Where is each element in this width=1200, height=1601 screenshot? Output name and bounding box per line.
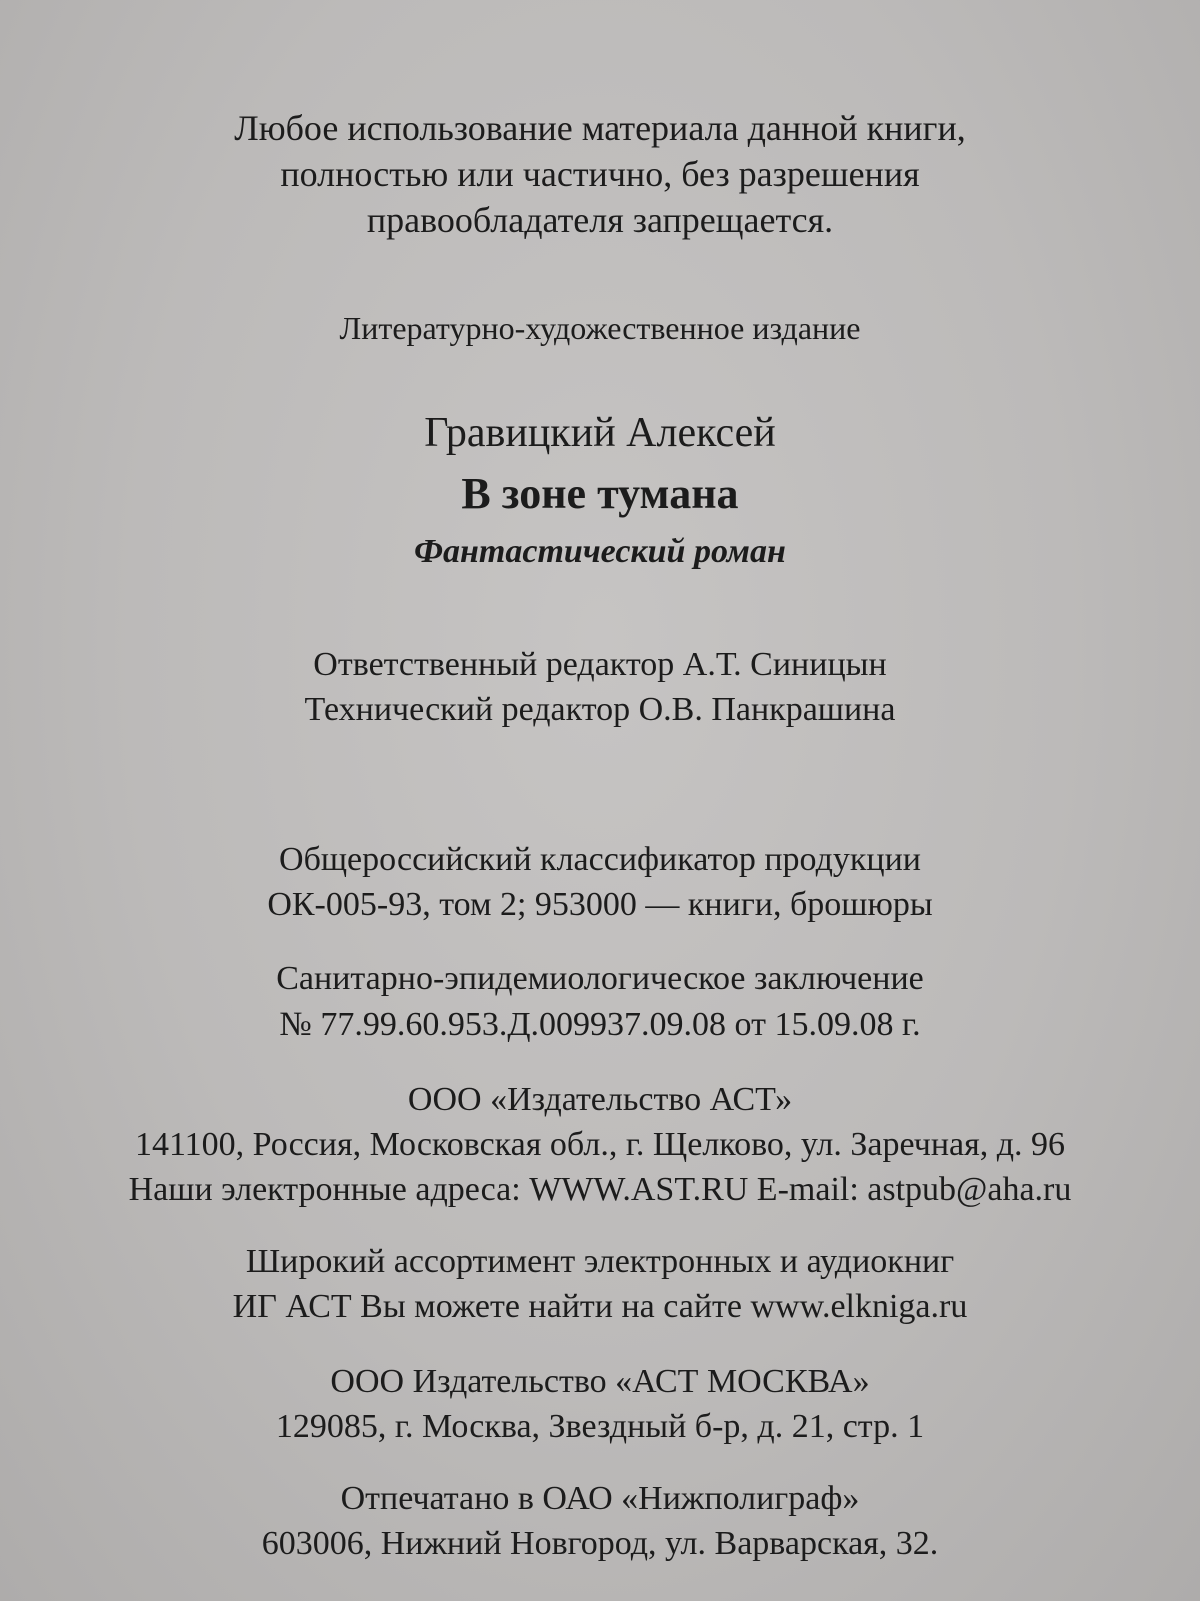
classifier-line-1: Общероссийский классификатор продукции xyxy=(279,841,921,878)
technical-editor: Технический редактор О.В. Панкрашина xyxy=(304,691,896,728)
ebooks-line-1: Широкий ассортимент электронных и аудиокниг xyxy=(245,1243,955,1280)
copyright-notice-line-2: полностью или частично, без разрешения xyxy=(280,154,920,194)
publisher2-name: ООО Издательство «АСТ МОСКВА» xyxy=(330,1363,870,1400)
publisher2-address: 129085, г. Москва, Звездный б-р, д. 21, стр. 1 xyxy=(275,1408,925,1445)
printer-name: Отпечатано в ОАО «Нижполиграф» xyxy=(340,1480,860,1517)
classifier-line-2: ОК-005-93, том 2; 953000 — книги, брошюры xyxy=(267,886,933,923)
printer-address: 603006, Нижний Новгород, ул. Варварская, 32. xyxy=(261,1525,939,1562)
book-title: В зоне тумана xyxy=(461,469,739,518)
sanitary-line-1: Санитарно-эпидемиологическое заключение xyxy=(276,960,924,997)
copyright-notice-line-1: Любое использование материала данной книги, xyxy=(234,108,966,148)
responsible-editor: Ответственный редактор А.Т. Синицын xyxy=(313,646,887,683)
author-name: Гравицкий Алексей xyxy=(424,410,776,456)
publisher-name: ООО «Издательство АСТ» xyxy=(407,1081,793,1118)
publisher-web-email: Наши электронные адреса: WWW.AST.RU E-mail: astpub@aha.ru xyxy=(128,1171,1072,1208)
copyright-notice-line-3: правообладателя запрещается. xyxy=(366,200,834,240)
ebooks-line-2: ИГ АСТ Вы можете найти на сайте www.elkniga.ru xyxy=(232,1288,968,1325)
edition-type: Литературно-художественное издание xyxy=(339,310,861,346)
book-subtitle: Фантастический роман xyxy=(414,533,786,570)
sanitary-line-2: № 77.99.60.953.Д.009937.09.08 от 15.09.08 г. xyxy=(279,1006,921,1043)
publisher-address: 141100, Россия, Московская обл., г. Щелково, ул. Заречная, д. 96 xyxy=(134,1126,1066,1163)
